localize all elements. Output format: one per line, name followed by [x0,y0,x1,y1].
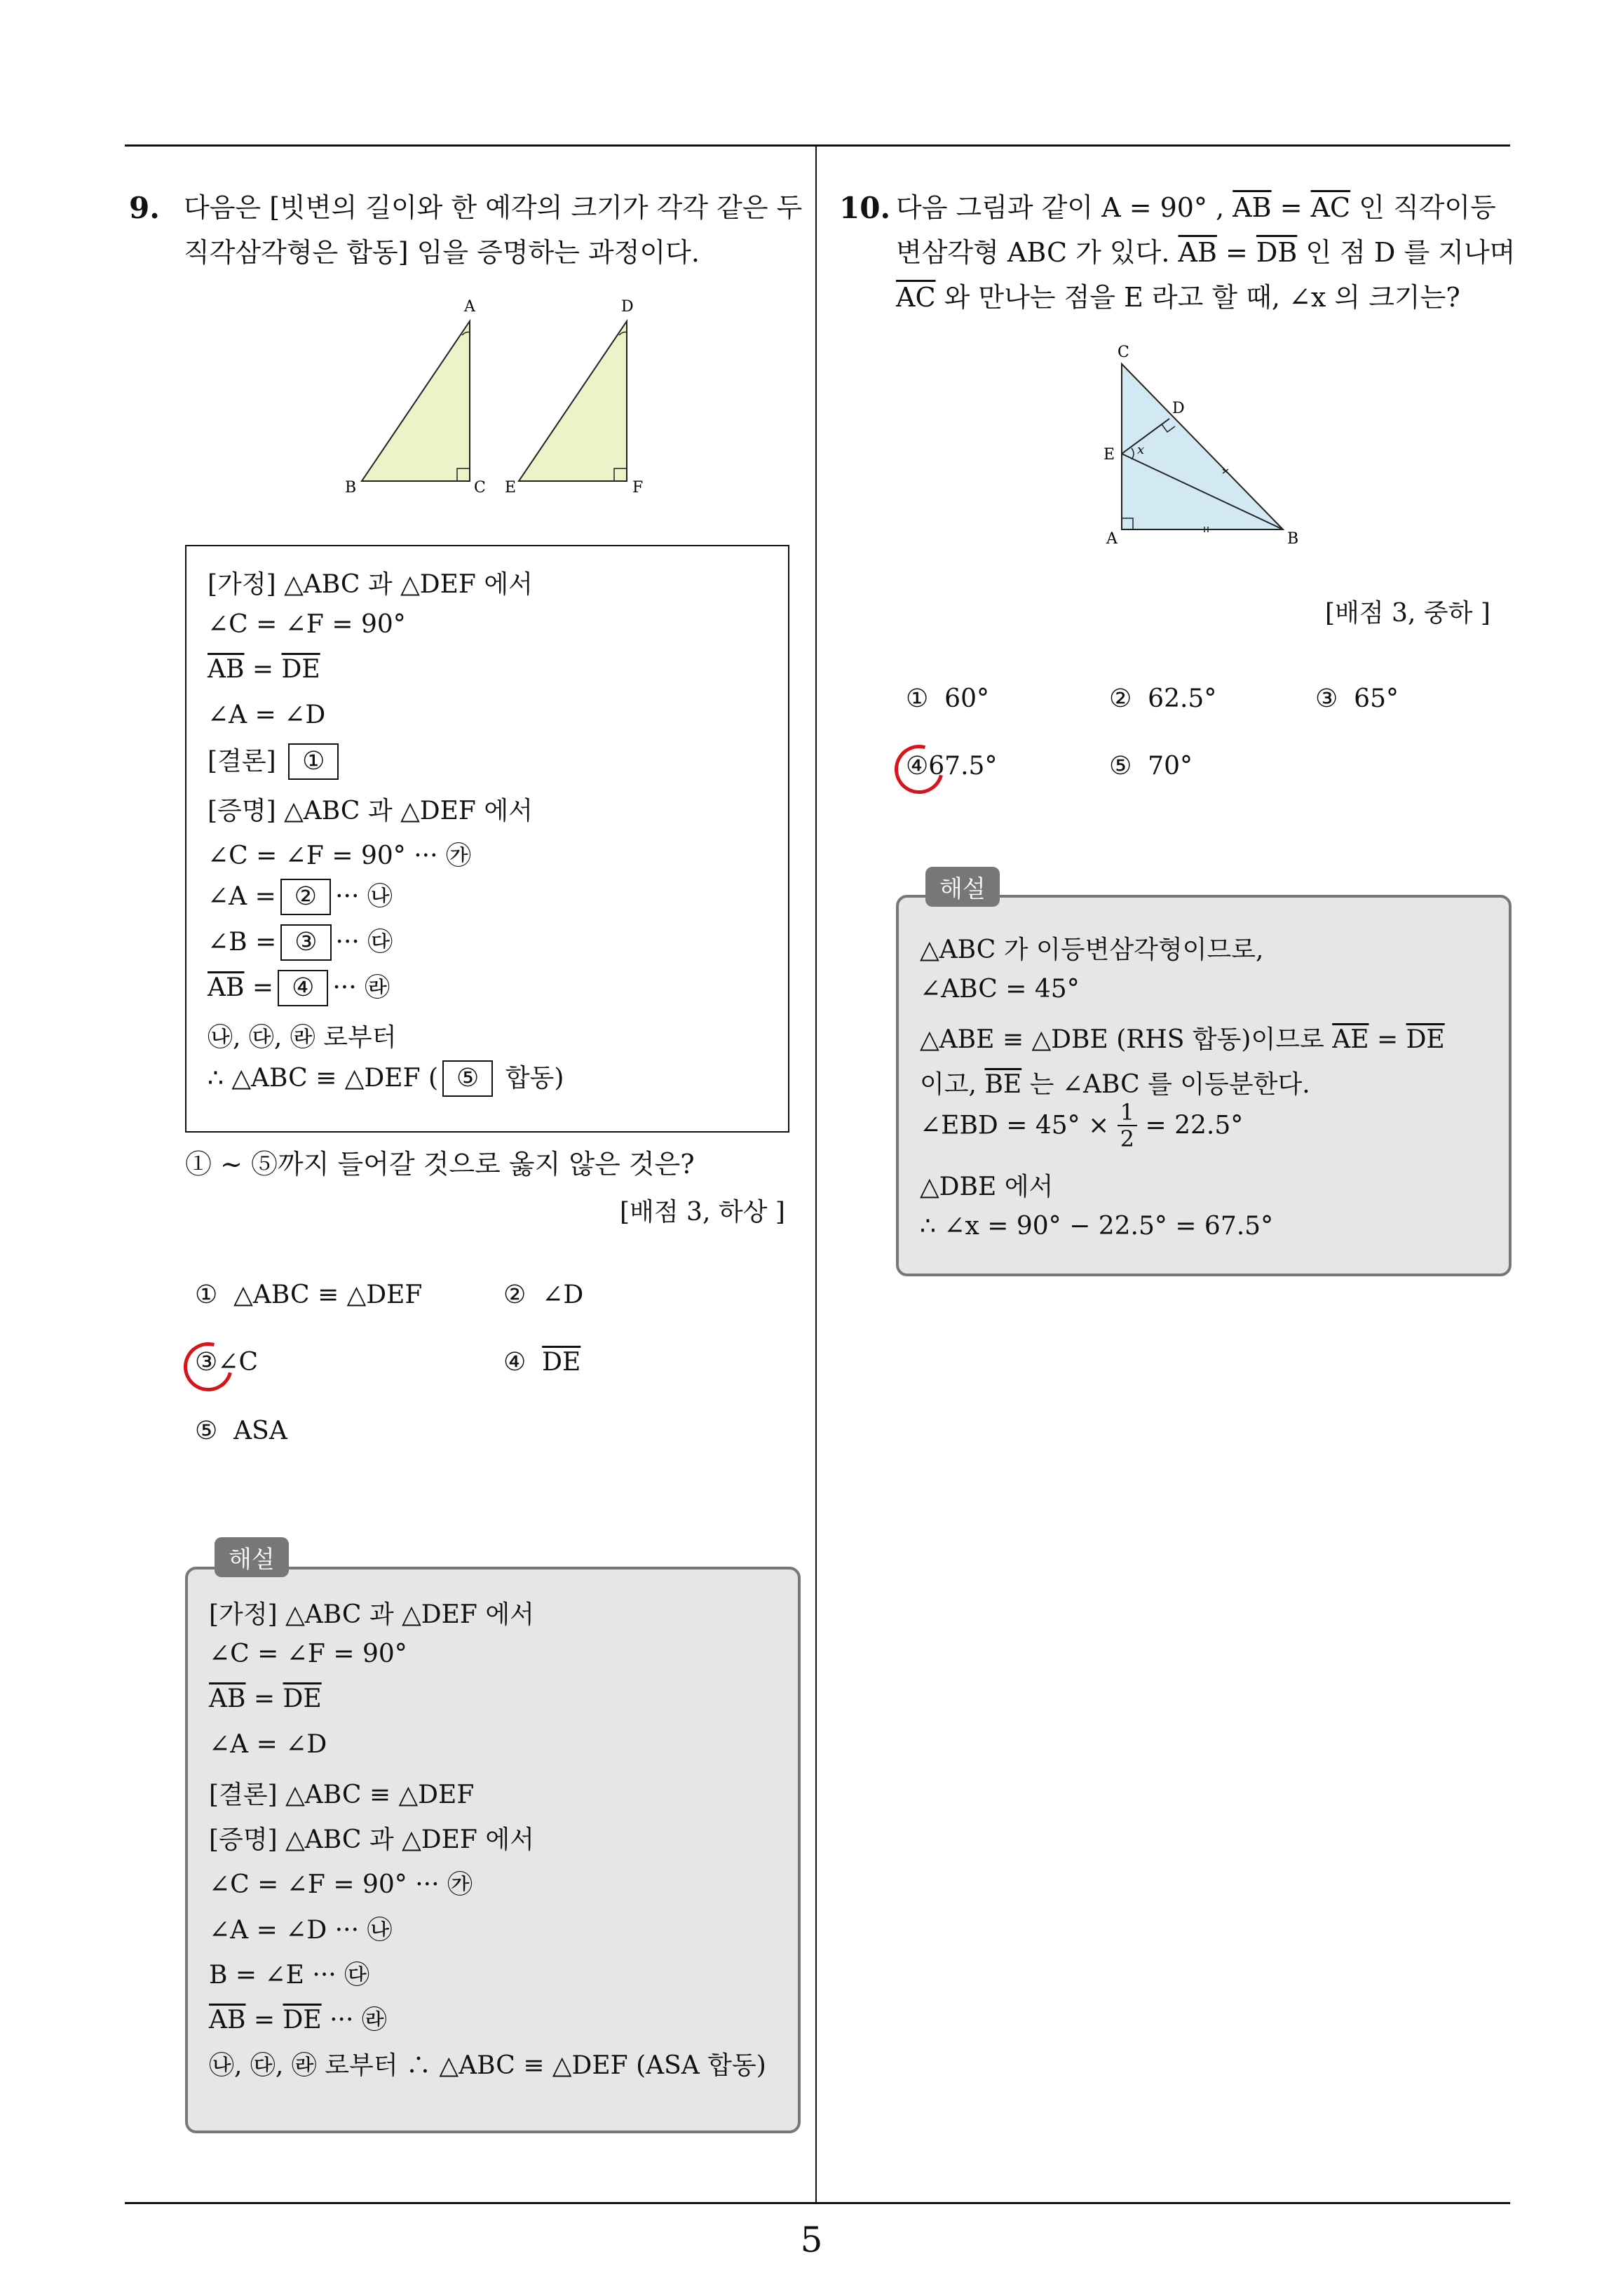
choice-1[interactable]: ① △ABC ≡ △DEF [195,1281,423,1309]
solution-line: B = ∠E ··· ㉰ [209,1961,370,1990]
question-text-line-2: 직각삼각형은 합동] 임을 증명하는 과정이다. [184,237,700,268]
solution-line: ∠A = ∠D [209,1730,327,1759]
selected-answer-mark [885,736,953,803]
angle-label-x: x [1137,443,1145,457]
solution-line: $\overline{AB} = \overline{DE}$ ··· ㉱ [209,2006,387,2034]
solution-tag: 해설 [925,867,1000,907]
triangles-figure [330,295,666,505]
vertex-label-e: E [1103,446,1115,464]
solution-line: △ABC 가 이등변삼각형이므로, [920,936,1264,964]
solution-line: ∠C = ∠F = 90° [209,1640,407,1668]
proof-line: [증명] △ABC 과 △DEF 에서 [208,797,533,825]
choice-4[interactable]: ④67.5° [906,752,998,781]
solution-line: 이고, $\overline{BE}$ 는 ∠ABC 를 이등분한다. [920,1070,1310,1099]
proof-line: ∠C = ∠F = 90° [208,610,406,639]
solution-line: [가정] △ABC 과 △DEF 에서 [209,1600,534,1629]
solution-line: ∠EBD = 45° × $\frac{1}{2}$ = 22.5° [920,1099,1244,1152]
top-rule [125,144,1510,147]
vertex-label-c: C [1118,344,1129,361]
blank-box-1: ① [288,743,339,780]
vertex-label-d: D [1172,400,1185,417]
proof-line: [가정] △ABC 과 △DEF 에서 [208,570,533,599]
proof-box [185,545,789,1133]
fraction: $\frac{1}{2}$ [1118,1100,1137,1152]
proof-line: ∠A = ② ··· ㉯ [208,877,393,915]
isosceles-triangle-figure [1094,340,1325,551]
solution-line: ∴ ∠x = 90° − 22.5° = 67.5° [920,1212,1274,1241]
question-prompt: ① ~ ⑤까지 들어갈 것으로 옳지 않은 것은? [185,1149,695,1180]
solution-line: ㉯, ㉰, ㉱ 로부터 ∴ △ABC ≡ △DEF (ASA 합동) [209,2051,766,2080]
solution-line: △DBE 에서 [920,1173,1054,1201]
vertex-label-a: A [464,298,475,316]
choice-1[interactable]: ① 60° [906,684,989,713]
question-text-line-3: $\overline{AC}$ 와 만나는 점을 E 라고 할 때, ∠x 의 크기는? [896,282,1460,313]
proof-line: ∠B = ③ ··· ㉰ [208,922,393,961]
vertex-label-c: C [474,479,486,497]
blank-box-2: ② [280,879,331,915]
proof-line: ∴ △ABC ≡ △DEF ( ⑤ 합동) [208,1058,564,1097]
choice-5[interactable]: ⑤ ASA [195,1417,287,1445]
question-text-line-1: 다음은 [빗변의 길이와 한 예각의 크기가 각각 같은 두 [184,192,803,223]
solution-line: △ABE ≡ △DBE (RHS 합동)이므로 $\overline{AE} = \overline{DE}$ [920,1025,1445,1054]
vertex-label-d: D [621,298,634,316]
solution-line: [증명] △ABC 과 △DEF 에서 [209,1825,534,1854]
proof-line: ∠C = ∠F = 90° ··· ㉮ [208,842,471,870]
blank-box-5: ⑤ [442,1060,493,1097]
solution-line: $\overline{AB} = \overline{DE}$ [209,1684,322,1713]
solution-line: ∠A = ∠D ··· ㉯ [209,1916,393,1945]
solution-tag: 해설 [215,1537,289,1577]
solution-box [896,895,1512,1276]
solution-line: ∠ABC = 45° [920,975,1080,1004]
page-number: 5 [800,2220,823,2260]
selected-answer-mark [175,1333,242,1400]
choice-2[interactable]: ② ∠D [503,1281,584,1309]
vertex-label-a: A [1106,530,1118,548]
choice-4[interactable]: ④ $\overline{DE}$ [503,1348,581,1377]
question-number: 10. [839,191,891,225]
proof-line: ∠A = ∠D [208,701,326,729]
proof-line: [결론] ① [208,741,343,780]
solution-box [185,1567,801,2133]
vertex-label-f: F [632,479,644,497]
blank-box-3: ③ [280,924,331,961]
vertex-label-b: B [1287,530,1299,548]
choice-5[interactable]: ⑤ 70° [1109,752,1193,781]
question-text-line-2: 변삼각형 ABC 가 있다. $\overline{AB} = \overline{DB}$ 인 점 D 를 지나며 [896,237,1516,268]
proof-line: $\overline{AB} = \overline{DE}$ [208,655,320,684]
score-label: [배점 3, 중하 ] [1325,599,1490,628]
question-text-line-1: 다음 그림과 같이 A = 90° , $\overline{AB} = \overline{AC}$ 인 직각이등 [896,192,1496,223]
vertex-label-b: B [345,479,357,497]
column-divider [815,144,817,2204]
proof-line: $\overline{AB}$ = ④ ··· ㉱ [208,968,390,1006]
question-number: 9. [129,191,160,225]
solution-line: ∠C = ∠F = 90° ··· ㉮ [209,1870,473,1899]
choice-2[interactable]: ② 62.5° [1109,684,1217,713]
proof-line: ㉯, ㉰, ㉱ 로부터 [208,1023,397,1052]
score-label: [배점 3, 하상 ] [620,1198,785,1227]
vertex-label-e: E [505,479,517,497]
choice-3[interactable]: ③∠C [195,1348,258,1377]
solution-line: [결론] △ABC ≡ △DEF [209,1781,475,1809]
choice-3[interactable]: ③ 65° [1315,684,1399,713]
blank-box-4: ④ [278,970,328,1006]
bottom-rule [125,2202,1510,2204]
